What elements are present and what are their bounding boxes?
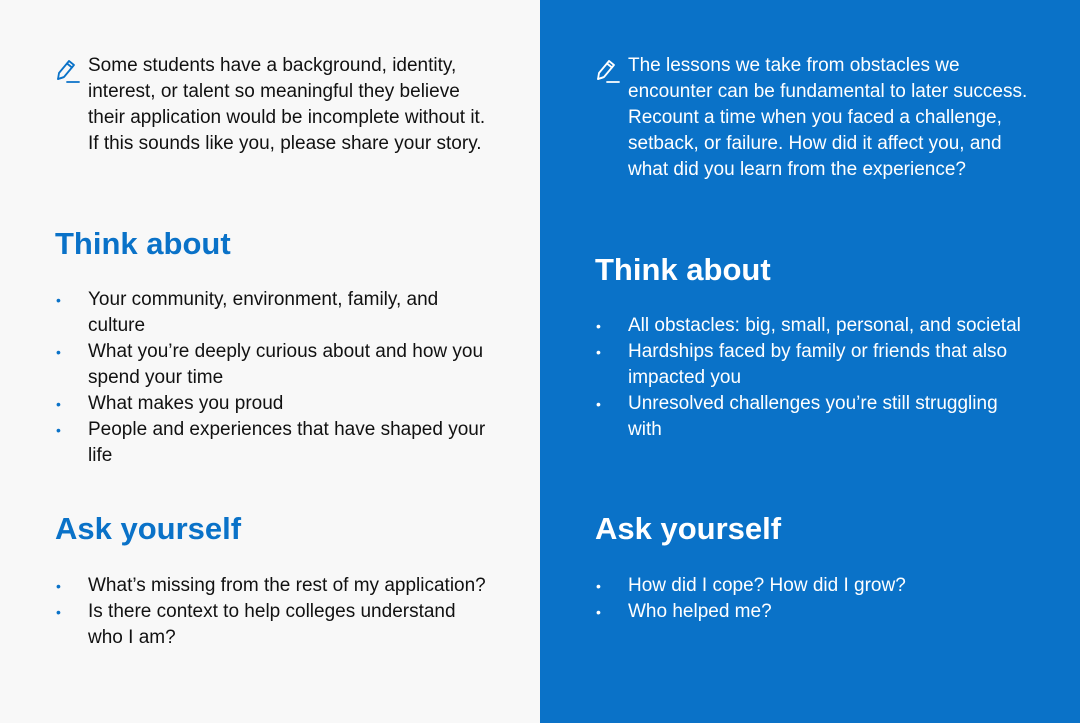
- list-item: • Who helped me?: [595, 599, 1035, 625]
- bullet-dot: •: [56, 422, 61, 438]
- right-ask-heading: Ask yourself: [595, 511, 782, 546]
- bullet-dot: •: [596, 344, 601, 360]
- list-item: • Your community, environment, family, and culture: [56, 289, 439, 336]
- list-item: • Hardships faced by family or friends that also impacted you: [596, 341, 1008, 388]
- left-prompt: [55, 53, 495, 157]
- pencil-icon: [595, 57, 621, 85]
- left-prompt-text: Some students have a background, identity, interest, or talent so meaningful they believe their application would be incomplete without it. If this sounds like you, please share your story.: [88, 55, 486, 154]
- left-think-list: [55, 287, 495, 469]
- bullet-dot: •: [56, 578, 61, 594]
- list-item: • What’s missing from the rest of my application?: [55, 573, 495, 599]
- left-ask-heading: Ask yourself: [55, 511, 242, 546]
- list-item: • All obstacles: big, small, personal, and societal: [595, 313, 1035, 339]
- bullet-dot: •: [596, 604, 601, 620]
- list-item: • Is there context to help colleges understand who I am?: [56, 601, 456, 648]
- list-item: • People and experiences that have shaped your life: [56, 419, 486, 466]
- bullet-dot: •: [56, 344, 61, 360]
- right-ask-list: [595, 573, 1035, 625]
- left-ask-list: [55, 573, 495, 651]
- list-item: • How did I cope? How did I grow?: [595, 573, 1035, 599]
- left-think-heading: Think about: [55, 226, 231, 261]
- bullet-dot: •: [56, 604, 61, 620]
- bullet-dot: •: [596, 318, 601, 334]
- right-panel: [540, 0, 1080, 723]
- right-think-heading: Think about: [595, 252, 771, 287]
- list-item: • What you’re deeply curious about and how you spend your time: [56, 341, 484, 388]
- right-prompt-text: The lessons we take from obstacles we encounter can be fundamental to later success. Recount a time when you faced a challenge, setback, or failure. How did it affect you, and what did you learn from the experience?: [628, 55, 1028, 180]
- pencil-icon: [55, 57, 81, 85]
- list-item: • Unresolved challenges you’re still struggling with: [596, 393, 998, 440]
- bullet-dot: •: [56, 292, 61, 308]
- bullet-dot: •: [596, 578, 601, 594]
- list-item: • What makes you proud: [55, 391, 495, 417]
- bullet-dot: •: [56, 396, 61, 412]
- right-prompt: [595, 53, 1035, 183]
- bullet-dot: •: [596, 396, 601, 412]
- right-think-list: [595, 313, 1035, 443]
